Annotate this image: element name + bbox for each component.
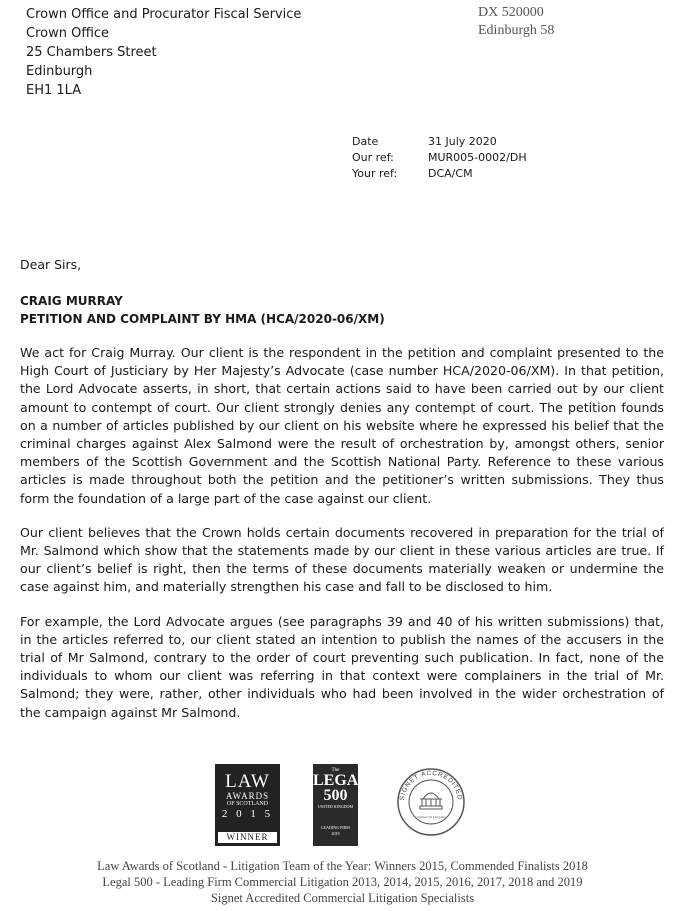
- legal-500-text: UNITED KINGDOM: [317, 804, 354, 809]
- our-ref-label: Our ref:: [352, 151, 394, 164]
- subject-line-1: CRAIG MURRAY: [20, 294, 123, 308]
- law-awards-text: AWARDS: [225, 791, 270, 801]
- date-row: [352, 134, 527, 150]
- recipient-line: Crown Office: [26, 26, 110, 41]
- dx-line: DX 520000: [478, 5, 544, 20]
- legal-500-text: LEADING FIRM: [321, 825, 350, 830]
- your-ref-value: DCA/CM: [428, 167, 473, 180]
- our-ref-value: MUR005-0002/DH: [428, 151, 527, 164]
- subject-heading: [20, 292, 385, 328]
- recipient-line: Edinburgh: [26, 64, 93, 79]
- legal-500-text: 2019: [331, 831, 340, 836]
- svg-text:SIGNET ACCREDITED: [399, 770, 463, 801]
- date-label: Date: [352, 135, 379, 148]
- law-awards-text: LAW: [225, 771, 270, 792]
- law-awards-text: OF SCOTLAND: [226, 801, 269, 807]
- your-ref-label: Your ref:: [352, 167, 398, 180]
- body-paragraph: For example, the Lord Advocate argues (see paragraphs 39 and 40 of his written submissions) that, in the articles referred to, our client stated an intention to publish the names of the accusers in the trial of Mr Salmond, contrary to the order of court preventing such publication. In fact, none of the individuals to whom our client was referring in that context were complainers in the trial of Mr. Salmond; they were, rather, other individuals who had been involved in the wider orchestration of the campaign against Mr Salmond.: [20, 613, 664, 720]
- signet-ring-text: SIGNET ACCREDITED: [398, 769, 464, 801]
- recipient-line: 25 Chambers Street: [26, 45, 157, 60]
- legal-500-logo: [313, 764, 370, 846]
- footer-line: Legal 500 - Leading Firm Commercial Litigation 2013, 2014, 2015, 2016, 2017, 2018 and 2019: [102, 875, 583, 889]
- legal-500-text: The: [331, 768, 340, 773]
- reference-block: [352, 134, 527, 182]
- law-awards-text: WINNER: [218, 832, 277, 843]
- signet-accredited-seal-icon: [396, 767, 466, 837]
- dx-address: [478, 4, 554, 40]
- dx-line: Edinburgh 58: [478, 23, 555, 38]
- signet-bottom-text: Commercial Litigation: [415, 815, 447, 819]
- footer-line: Law Awards of Scotland - Litigation Team of the Year: Winners 2015, Commended Finalists 2018: [97, 859, 588, 873]
- recipient-line: EH1 1LA: [26, 83, 82, 98]
- body-paragraph: Our client believes that the Crown holds certain documents recovered in preparation for the trial of Mr. Salmond which show that the statements made by our client in these various articles are true. If our client’s belief is right, then the terms of these documents materially weaken or undermine the case against him, and materially strengthen his case and fall to be disclosed to him.: [20, 524, 664, 595]
- accreditation-logos: [0, 764, 685, 846]
- body-paragraph: We act for Craig Murray. Our client is the respondent in the petition and complaint presented to the High Court of Justiciary by Her Majesty’s Advocate (case number HCA/2020-06/XM). In that petition, the Lord Advocate asserts, in short, that certain actions said to have been carried out by our client amount to contempt of court. Our client strongly denies any contempt of court. The petition founds on a number of articles published by our client on his website where he expressed his belief that the criminal charges against Alex Salmond were the result of orchestration by, amongst others, senior members of the Scottish Government and the Scottish National Party. Reference to these various articles is made throughout both the petition and the petitioner’s written submissions. They thus form the foundation of a large part of the case against our client.: [20, 345, 664, 506]
- footer-line: Signet Accredited Commercial Litigation Specialists: [210, 891, 475, 905]
- recipient-line: Crown Office and Procurator Fiscal Service: [26, 7, 302, 22]
- law-awards-text: 2 0 1 5: [221, 808, 274, 820]
- recipient-address: [26, 5, 301, 100]
- your-ref-row: [352, 166, 527, 182]
- legal-500-text: 500: [323, 787, 348, 804]
- our-ref-row: [352, 150, 527, 166]
- subject-line-2: PETITION AND COMPLAINT BY HMA (HCA/2020-06/XM): [20, 312, 385, 326]
- letter-body: [20, 344, 664, 738]
- legal-500-text: LEGAL: [313, 772, 370, 789]
- salutation: Dear Sirs,: [20, 257, 82, 272]
- letter-footer: [0, 858, 685, 906]
- date-value: 31 July 2020: [428, 135, 497, 148]
- law-awards-logo: [215, 764, 280, 846]
